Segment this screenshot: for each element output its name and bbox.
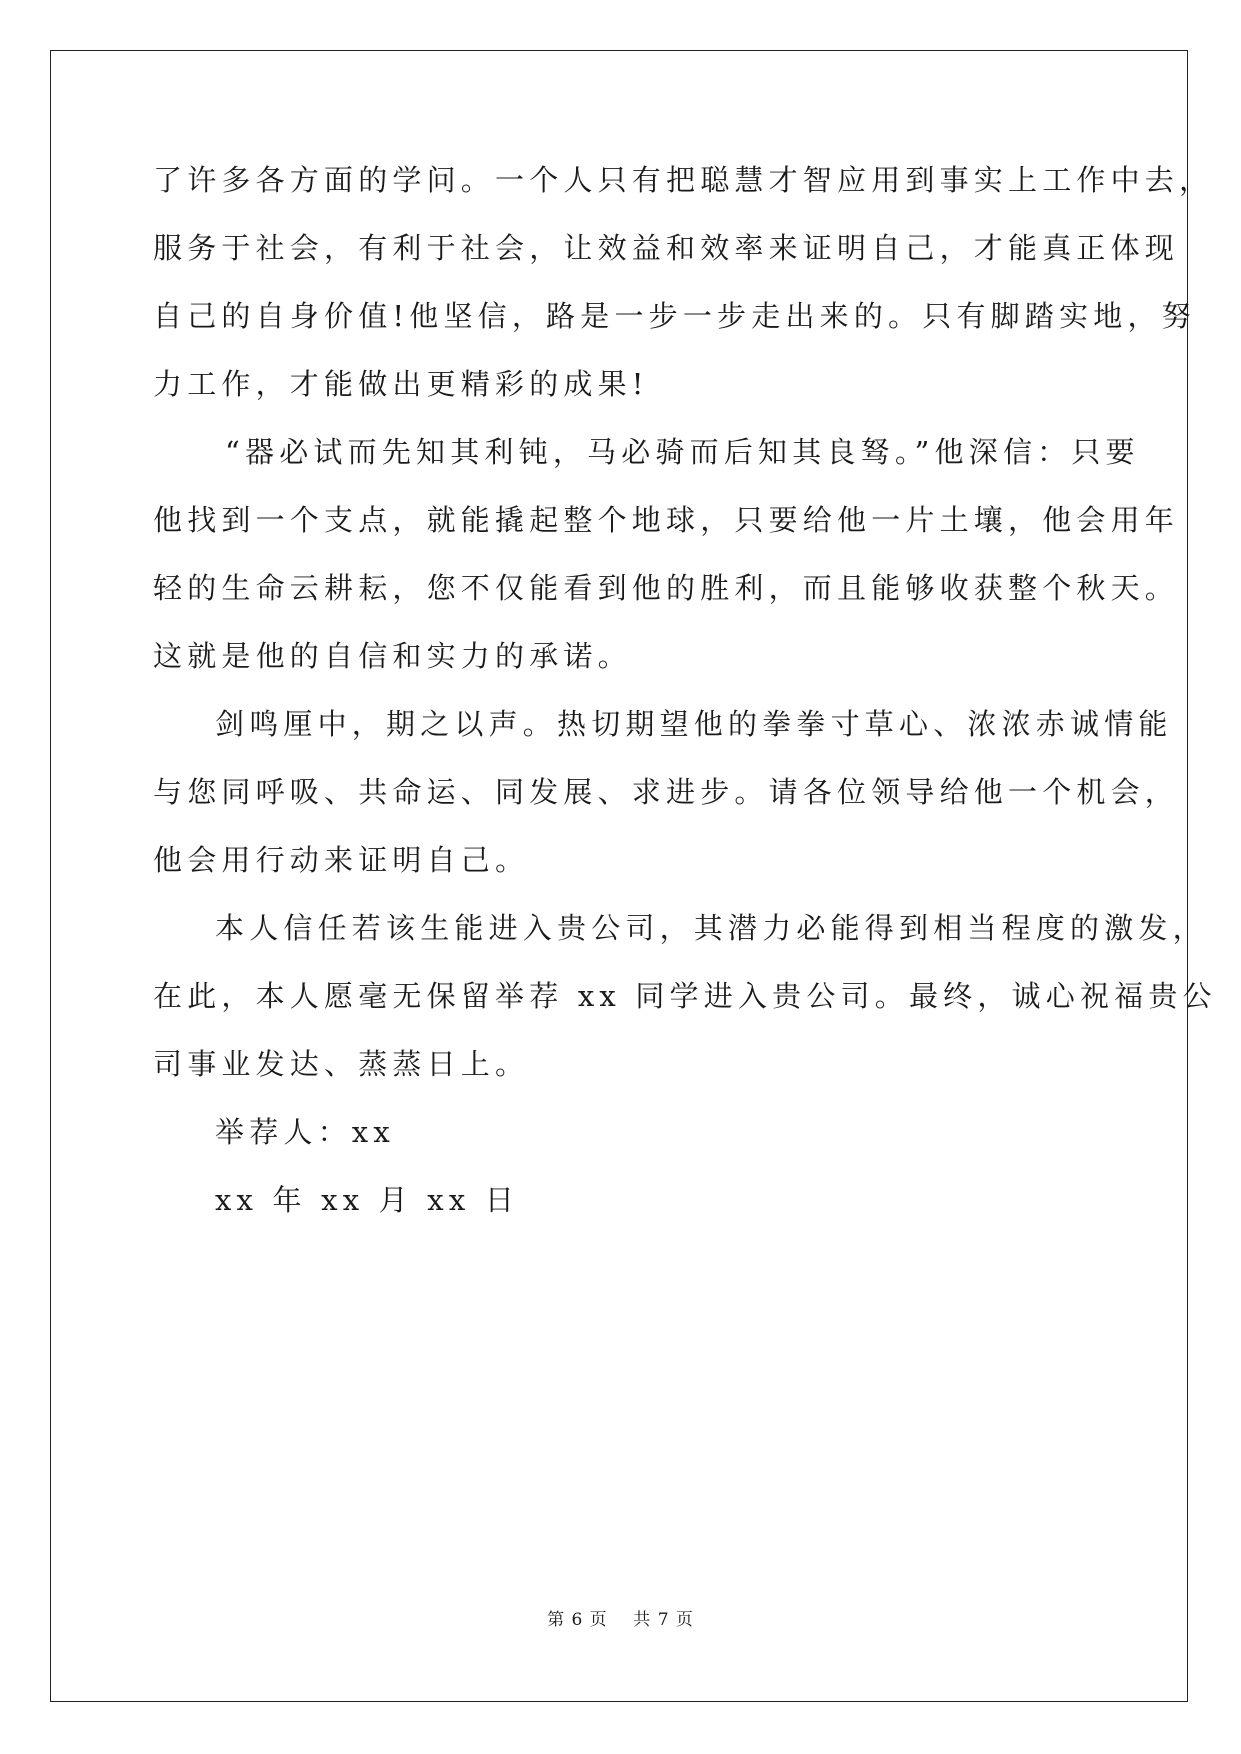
text-line: 了许多各方面的学问。一个人只有把聪慧才智应用到事实上工作中去， [153, 163, 1214, 197]
text-line: 在此，本人愿毫无保留举荐 xx 同学进入贵公司。最终，诚心祝福贵公 [153, 979, 1217, 1013]
text-line: 服务于社会，有利于社会，让效益和效率来证明自己，才能真正体现 [153, 231, 1180, 265]
text-line: 这就是他的自信和实力的承诺。 [153, 639, 632, 673]
paragraph-start-line: 本人信任若该生能进入贵公司，其潜力必能得到相当程度的激发， [215, 911, 1207, 945]
page-number-footer: 第 6 页 共 7 页 [547, 1610, 694, 1630]
recommender-signature: 举荐人：xx [215, 1115, 395, 1149]
text-line: 他找到一个支点，就能撬起整个地球，只要给他一片土壤，他会用年 [153, 503, 1180, 537]
text-line: 他会用行动来证明自己。 [153, 843, 530, 877]
text-line: 自己的自身价值!他坚信，路是一步一步走出来的。只有脚踏实地，努 [153, 299, 1196, 333]
paragraph-start-line: “器必试而先知其利钝，马必骑而后知其良驽。”他深信：只要 [225, 435, 1140, 469]
paragraph-start-line: 剑鸣厘中，期之以声。热切期望他的拳拳寸草心、浓浓赤诚情能 [215, 707, 1173, 741]
text-line: 轻的生命云耕耘，您不仅能看到他的胜利，而且能够收获整个秋天。 [153, 571, 1180, 605]
text-line: 司事业发达、蒸蒸日上。 [153, 1047, 530, 1081]
text-line: 力工作，才能做出更精彩的成果! [153, 367, 649, 401]
text-line: 与您同呼吸、共命运、同发展、求进步。请各位领导给他一个机会， [153, 775, 1180, 809]
signature-date: xx 年 xx 月 xx 日 [215, 1183, 520, 1217]
